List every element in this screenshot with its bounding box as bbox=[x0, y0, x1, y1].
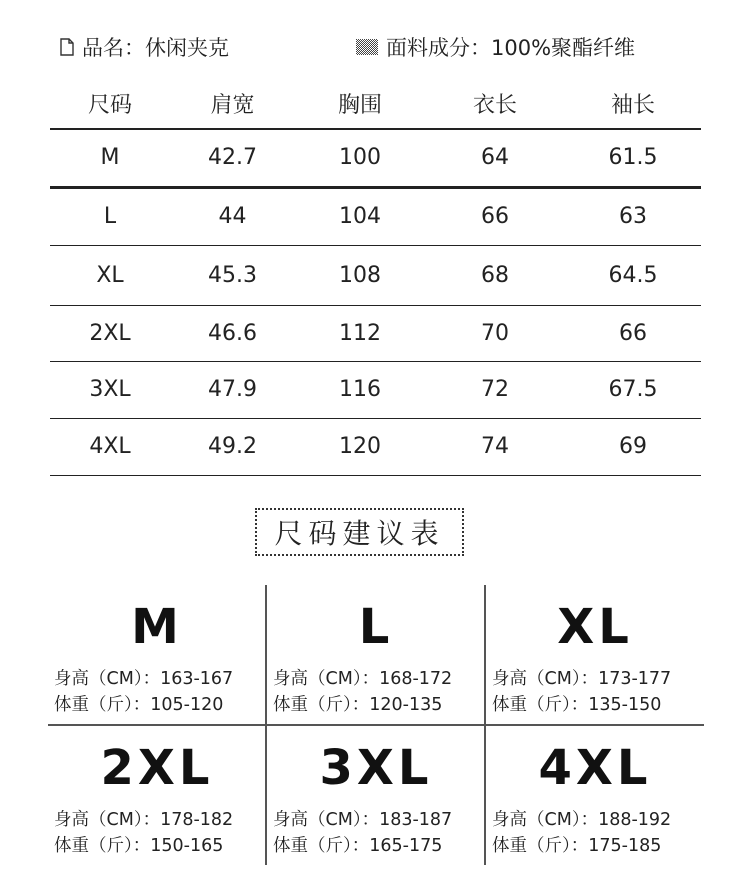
cell-sleeve: 66 bbox=[565, 305, 701, 361]
header-chest: 胸围 bbox=[295, 78, 425, 129]
product-name-info bbox=[60, 32, 229, 62]
recommend-weight: 体重（斤）：120-135 bbox=[273, 695, 443, 715]
size-chart-table bbox=[50, 78, 701, 476]
recommend-size-label: M bbox=[131, 599, 183, 655]
recommend-cell-xl bbox=[486, 585, 704, 724]
cell-chest: 108 bbox=[295, 245, 425, 305]
cell-sleeve: 64.5 bbox=[565, 245, 701, 305]
fabric-text: 面料成分：100%聚酯纤维 bbox=[386, 36, 636, 60]
recommend-size-label: 2XL bbox=[100, 740, 214, 796]
header-sleeve: 袖长 bbox=[565, 78, 701, 129]
cell-length: 68 bbox=[425, 245, 565, 305]
cell-chest: 100 bbox=[295, 129, 425, 187]
cell-chest: 104 bbox=[295, 187, 425, 245]
size-recommendation-grid bbox=[48, 585, 704, 865]
header-length: 衣长 bbox=[425, 78, 565, 129]
header-shoulder: 肩宽 bbox=[170, 78, 295, 129]
table-row bbox=[50, 129, 701, 187]
recommend-size-label: XL bbox=[557, 599, 633, 655]
recommend-height: 身高（CM）：183-187 bbox=[273, 810, 453, 830]
document-icon bbox=[60, 38, 74, 56]
cell-length: 70 bbox=[425, 305, 565, 361]
table-row bbox=[50, 361, 701, 418]
cell-chest: 116 bbox=[295, 361, 425, 418]
cell-size: 4XL bbox=[50, 418, 170, 475]
table-row bbox=[50, 305, 701, 361]
recommend-cell-m bbox=[48, 585, 266, 724]
recommend-size-label: 4XL bbox=[538, 740, 652, 796]
cell-size: M bbox=[50, 129, 170, 187]
recommend-weight: 体重（斤）：175-185 bbox=[492, 836, 662, 856]
recommend-weight: 体重（斤）：135-150 bbox=[492, 695, 662, 715]
cell-size: L bbox=[50, 187, 170, 245]
cell-shoulder: 49.2 bbox=[170, 418, 295, 475]
table-row bbox=[50, 245, 701, 305]
fabric-pattern-icon bbox=[356, 39, 378, 55]
recommend-cell-4xl bbox=[486, 726, 704, 865]
product-name-text: 品名：休闲夹克 bbox=[82, 36, 229, 60]
recommend-height: 身高（CM）：178-182 bbox=[54, 810, 234, 830]
cell-shoulder: 42.7 bbox=[170, 129, 295, 187]
cell-shoulder: 45.3 bbox=[170, 245, 295, 305]
header-size: 尺码 bbox=[50, 78, 170, 129]
cell-sleeve: 61.5 bbox=[565, 129, 701, 187]
cell-chest: 112 bbox=[295, 305, 425, 361]
cell-size: XL bbox=[50, 245, 170, 305]
recommend-height: 身高（CM）：163-167 bbox=[54, 669, 234, 689]
recommend-weight: 体重（斤）：105-120 bbox=[54, 695, 224, 715]
recommend-weight: 体重（斤）：150-165 bbox=[54, 836, 224, 856]
size-recommendation-title: 尺码建议表 bbox=[255, 508, 464, 556]
cell-length: 74 bbox=[425, 418, 565, 475]
recommend-height: 身高（CM）：188-192 bbox=[492, 810, 672, 830]
recommend-weight: 体重（斤）：165-175 bbox=[273, 836, 443, 856]
recommend-size-label: 3XL bbox=[319, 740, 433, 796]
cell-chest: 120 bbox=[295, 418, 425, 475]
recommend-cell-2xl bbox=[48, 726, 266, 865]
recommend-size-label: L bbox=[358, 599, 394, 655]
recommend-height: 身高（CM）：168-172 bbox=[273, 669, 453, 689]
cell-sleeve: 69 bbox=[565, 418, 701, 475]
cell-length: 72 bbox=[425, 361, 565, 418]
recommend-cell-3xl bbox=[267, 726, 485, 865]
cell-size: 3XL bbox=[50, 361, 170, 418]
cell-sleeve: 63 bbox=[565, 187, 701, 245]
cell-length: 64 bbox=[425, 129, 565, 187]
table-header-row bbox=[50, 78, 701, 129]
cell-size: 2XL bbox=[50, 305, 170, 361]
cell-shoulder: 46.6 bbox=[170, 305, 295, 361]
cell-length: 66 bbox=[425, 187, 565, 245]
recommend-height: 身高（CM）：173-177 bbox=[492, 669, 672, 689]
table-row bbox=[50, 418, 701, 475]
table-row bbox=[50, 187, 701, 245]
cell-shoulder: 44 bbox=[170, 187, 295, 245]
cell-sleeve: 67.5 bbox=[565, 361, 701, 418]
cell-shoulder: 47.9 bbox=[170, 361, 295, 418]
recommend-cell-l bbox=[267, 585, 485, 724]
product-info-header bbox=[0, 30, 750, 62]
fabric-info bbox=[356, 32, 635, 62]
